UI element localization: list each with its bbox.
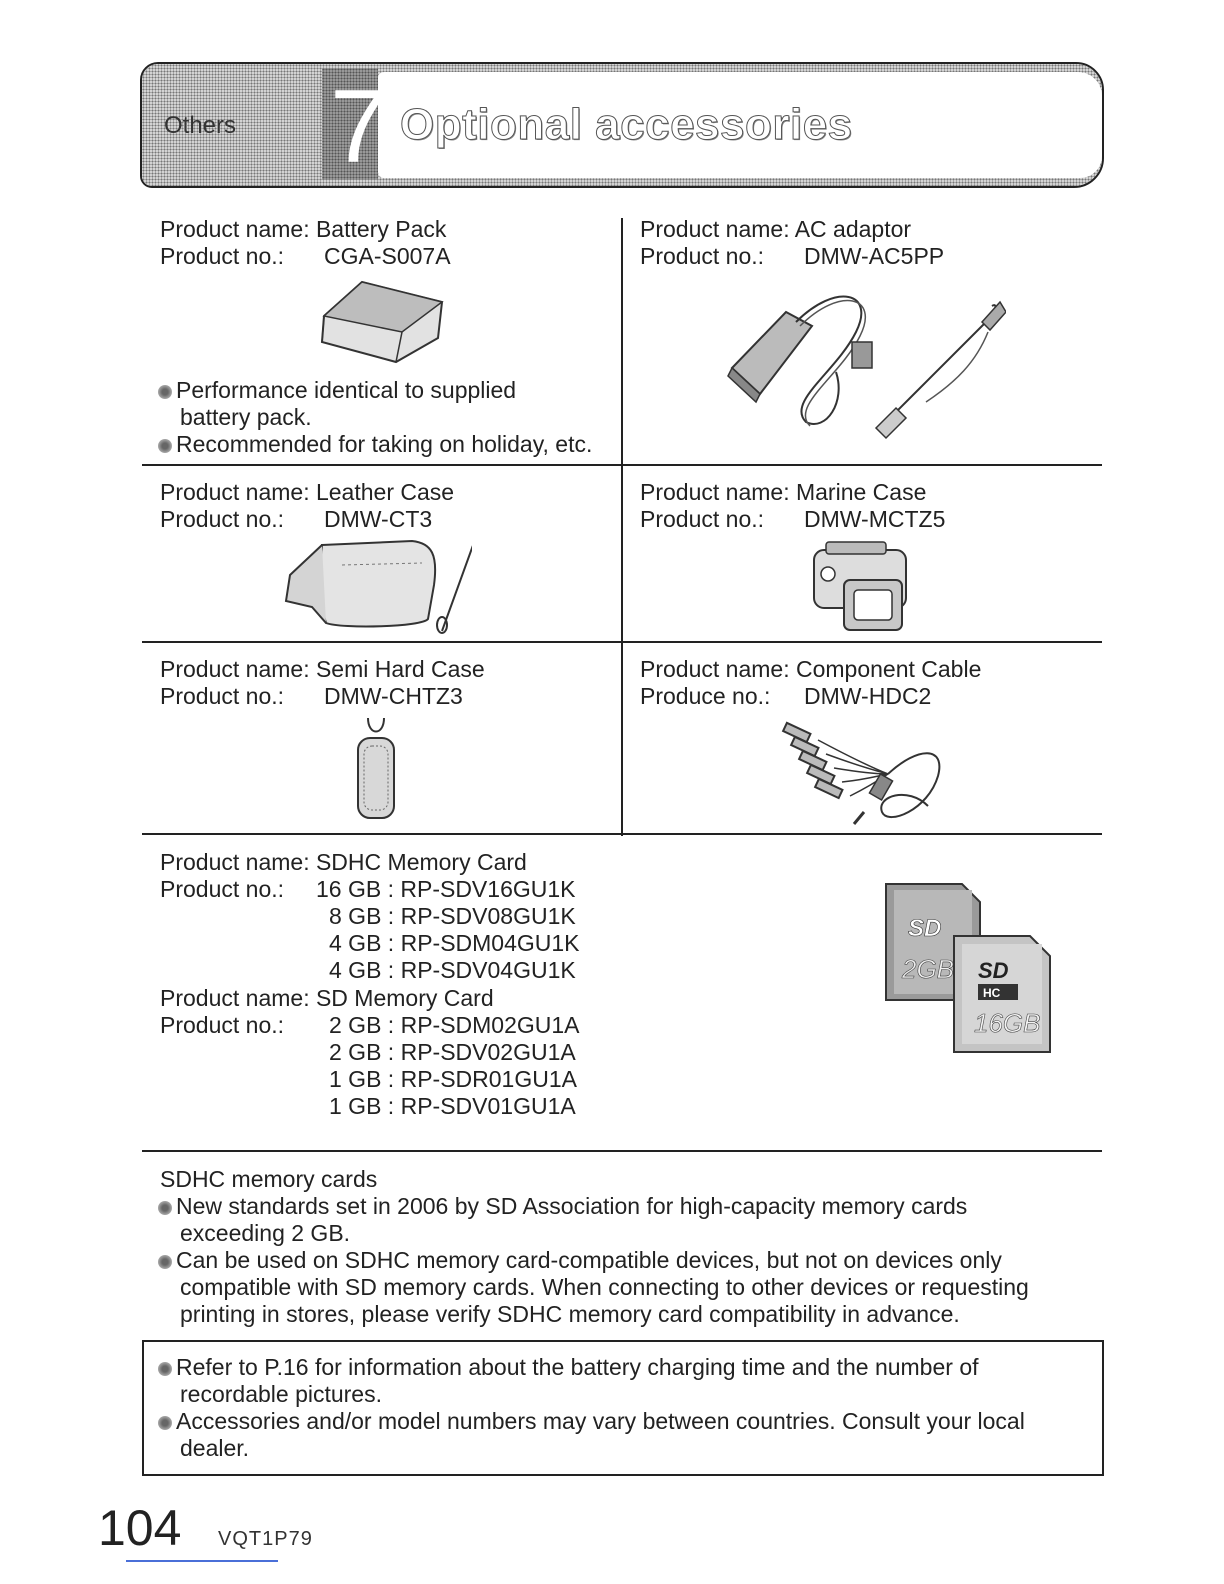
sdhc-item: 4 GB : RP-SDM04GU1K	[329, 930, 580, 956]
semi-hard-case-name: Product name: Semi Hard Case	[160, 656, 485, 682]
bullet-icon	[158, 1255, 172, 1269]
component-cable-no-value: DMW-HDC2	[804, 683, 932, 709]
sd-no-label: Product no.:	[160, 1012, 285, 1038]
marine-case-image	[806, 540, 916, 636]
row-divider-1	[142, 464, 1102, 466]
page-title: Optional accessories	[400, 100, 853, 149]
marine-case-no-label: Product no.:	[640, 506, 765, 532]
sdhc-note-2: Can be used on SDHC memory card-compatible devices, but not on devices only	[158, 1247, 1002, 1274]
sdhc-no-label: Product no.:	[160, 876, 285, 902]
sdhc-card-capacity: 16GB	[974, 1008, 1041, 1038]
sdhc-note-1-cont: exceeding 2 GB.	[180, 1220, 351, 1246]
battery-name: Product name: Battery Pack	[160, 216, 447, 242]
bullet-icon	[158, 1362, 172, 1376]
sdhc-note-1: New standards set in 2006 by SD Association for high-capacity memory cards	[158, 1193, 967, 1220]
battery-note-1-cont: battery pack.	[180, 404, 312, 430]
note-box-line-2-cont: dealer.	[180, 1435, 250, 1461]
note-box-line-2: Accessories and/or model numbers may vary between countries. Consult your local	[158, 1408, 1025, 1435]
bullet-icon	[158, 439, 172, 453]
marine-case-no-value: DMW-MCTZ5	[804, 506, 946, 532]
svg-text:HC: HC	[983, 986, 1001, 1000]
sd-item: 2 GB : RP-SDM02GU1A	[329, 1012, 580, 1038]
sd-item: 1 GB : RP-SDV01GU1A	[329, 1093, 576, 1119]
leather-case-no-label: Product no.:	[160, 506, 285, 532]
ac-adaptor-no-value: DMW-AC5PP	[804, 243, 945, 269]
leather-case-no-value: DMW-CT3	[324, 506, 433, 532]
battery-note-2: Recommended for taking on holiday, etc.	[158, 431, 592, 458]
semi-hard-case-no-value: DMW-CHTZ3	[324, 683, 463, 709]
sdhc-note-2-cont: printing in stores, please verify SDHC memory card compatibility in advance.	[180, 1301, 960, 1327]
note-box-line-1-cont: recordable pictures.	[180, 1381, 382, 1407]
row-divider-2	[142, 641, 1102, 643]
memory-card-image	[884, 880, 1054, 1056]
page-number: 104	[98, 1500, 182, 1556]
sd-name: Product name: SD Memory Card	[160, 985, 494, 1011]
leather-case-image	[282, 535, 472, 635]
semi-hard-case-no-label: Product no.:	[160, 683, 285, 709]
svg-text:SD: SD	[978, 958, 1009, 983]
row-divider-4	[142, 1150, 1102, 1152]
battery-pack-image	[318, 276, 448, 366]
ac-adaptor-image	[726, 282, 1006, 442]
sdhc-note-2-cont: compatible with SD memory cards. When connecting to other devices or requesting	[180, 1274, 1029, 1300]
row-divider-3	[142, 833, 1102, 835]
note-box-line-1: Refer to P.16 for information about the battery charging time and the number of	[158, 1354, 979, 1381]
battery-note-1: Performance identical to supplied	[158, 377, 516, 404]
sdhc-name: Product name: SDHC Memory Card	[160, 849, 527, 875]
component-cable-name: Product name: Component Cable	[640, 656, 982, 682]
bullet-icon	[158, 385, 172, 399]
svg-text:SD: SD	[908, 915, 942, 942]
leather-case-name: Product name: Leather Case	[160, 479, 455, 505]
sdhc-item: 8 GB : RP-SDV08GU1K	[329, 903, 576, 929]
marine-case-name: Product name: Marine Case	[640, 479, 927, 505]
section-label: Others	[164, 112, 237, 139]
battery-no-label: Product no.:	[160, 243, 285, 269]
sd-item: 2 GB : RP-SDV02GU1A	[329, 1039, 576, 1065]
sdhc-item: 16 GB : RP-SDV16GU1K	[316, 876, 576, 902]
sd-card-capacity: 2GB	[902, 954, 955, 984]
component-cable-image	[778, 716, 948, 828]
chapter-number-block	[322, 68, 388, 185]
component-cable-no-label: Produce no.:	[640, 683, 771, 709]
column-divider	[621, 218, 623, 836]
footer-rule	[126, 1560, 278, 1562]
sd-item: 1 GB : RP-SDR01GU1A	[329, 1066, 577, 1092]
bullet-icon	[158, 1416, 172, 1430]
ac-adaptor-name: Product name: AC adaptor	[640, 216, 912, 242]
document-code: VQT1P79	[218, 1528, 313, 1550]
battery-no-value: CGA-S007A	[324, 243, 451, 269]
sdhc-notes-heading: SDHC memory cards	[160, 1166, 378, 1192]
section-banner	[140, 62, 1104, 188]
sdhc-item: 4 GB : RP-SDV04GU1K	[329, 957, 576, 983]
semi-hard-case-image	[354, 716, 398, 822]
chapter-number: 7	[330, 69, 388, 185]
ac-adaptor-no-label: Product no.:	[640, 243, 765, 269]
bullet-icon	[158, 1201, 172, 1215]
